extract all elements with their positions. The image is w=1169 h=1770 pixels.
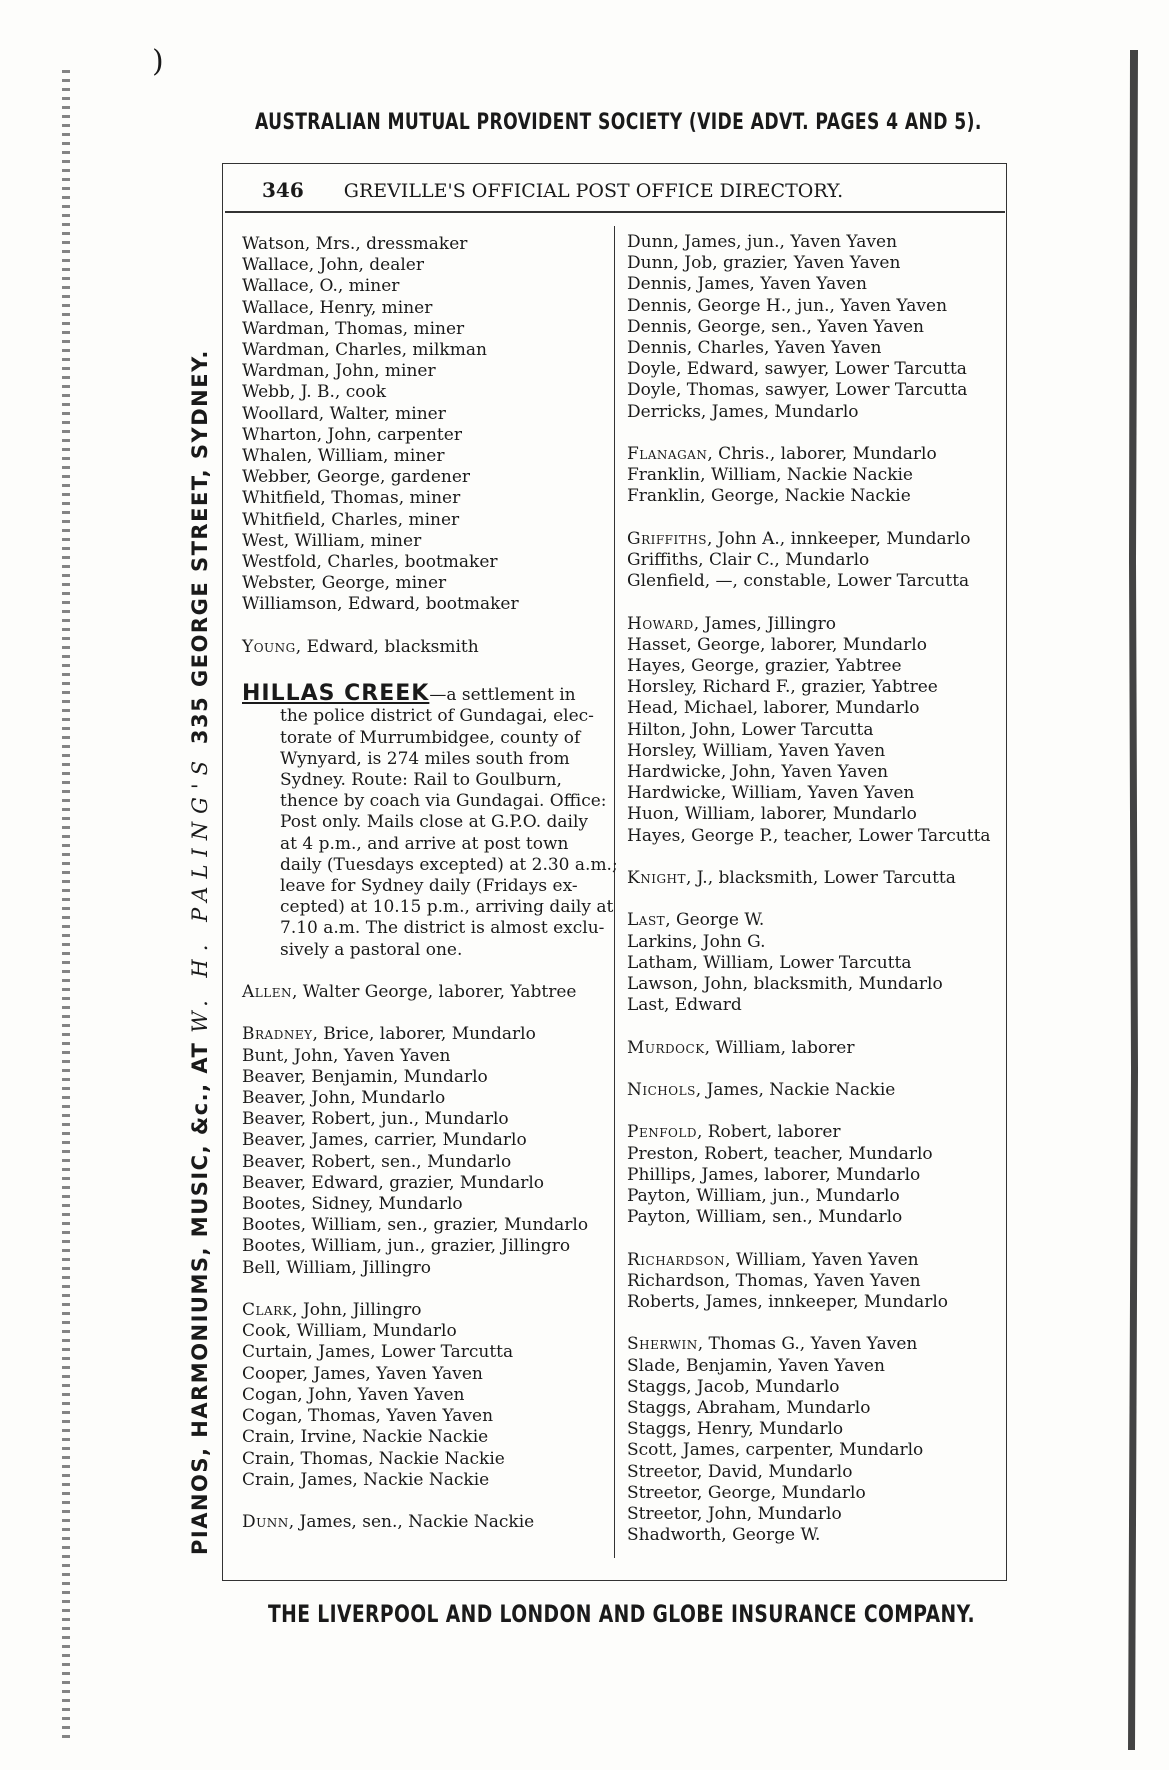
left-column (242, 234, 618, 1533)
list-item: Lawson, John, blacksmith, Mundarlo (627, 974, 943, 995)
list-item: Hasset, George, laborer, Mundarlo (627, 634, 927, 655)
list-item: Allen, Walter George, laborer, Yabtree (242, 982, 577, 1003)
scan-edge-right (1128, 50, 1138, 1750)
list-item: Penfold, Robert, laborer (627, 1122, 841, 1143)
list-item: Slade, Benjamin, Yaven Yaven (627, 1355, 885, 1376)
list-item: Bunt, John, Yaven Yaven (242, 1045, 451, 1066)
c-entries (242, 1321, 607, 1491)
description-line: torate of Murrumbidgee, county of (280, 727, 581, 748)
list-item: Richardson, William, Yaven Yaven (627, 1249, 919, 1270)
list-item: Dennis, Charles, Yaven Yaven (627, 338, 882, 359)
list-item: Phillips, James, laborer, Mundarlo (627, 1164, 921, 1185)
list-item: Scott, James, carpenter, Mundarlo (627, 1440, 924, 1461)
list-item: Bootes, Sidney, Mundarlo (242, 1194, 463, 1215)
list-item: Glenfield, —, constable, Lower Tarcutta (627, 571, 970, 592)
column-divider (614, 226, 615, 1558)
list-item: Dunn, Job, grazier, Yaven Yaven (627, 253, 901, 274)
s-entries (627, 1356, 1002, 1547)
description-line: Post only. Mails close at G.P.O. daily (280, 812, 589, 833)
list-item: Beaver, James, carrier, Mundarlo (242, 1130, 527, 1151)
list-item: Cooper, James, Yaven Yaven (242, 1363, 483, 1384)
description-line: sively a pastoral one. (280, 939, 463, 960)
list-item: Westfold, Charles, bootmaker (242, 552, 498, 573)
list-item: Staggs, Henry, Mundarlo (627, 1419, 844, 1440)
l-entries (627, 932, 1002, 1017)
list-item: Doyle, Edward, sawyer, Lower Tarcutta (627, 359, 967, 380)
side-advert (188, 175, 212, 1555)
list-item: Latham, William, Lower Tarcutta (627, 952, 912, 973)
list-item: Webber, George, gardener (242, 467, 471, 488)
description-line: cepted) at 10.15 p.m., arriving daily at (280, 897, 614, 918)
list-item: Crain, Irvine, Nackie Nackie (242, 1427, 489, 1448)
list-item: Bradney, Brice, laborer, Mundarlo (242, 1024, 536, 1045)
list-item: Griffiths, Clair C., Mundarlo (627, 550, 870, 571)
list-item: Whitfield, Thomas, miner (242, 488, 461, 509)
list-item: Larkins, John G. (627, 931, 766, 952)
d-entries (627, 232, 1002, 423)
list-item: Wardman, John, miner (242, 361, 436, 382)
list-item: Curtain, James, Lower Tarcutta (242, 1342, 514, 1363)
list-item: Beaver, Edward, grazier, Mundarlo (242, 1172, 544, 1193)
page-header (262, 178, 962, 202)
list-item: Huon, William, laborer, Mundarlo (627, 804, 917, 825)
r-entries (627, 1271, 1002, 1313)
description-line: Sydney. Route: Rail to Goulburn, (280, 770, 562, 791)
w-entries (242, 234, 607, 616)
f-entries (627, 465, 1002, 507)
list-item: Dennis, George H., jun., Yaven Yaven (627, 295, 948, 316)
list-item: Staggs, Abraham, Mundarlo (627, 1398, 871, 1419)
side-advert-part3: 335 GEORGE STREET, SYDNEY. (188, 349, 212, 745)
list-item: Hardwicke, John, Yaven Yaven (627, 762, 889, 783)
list-item: Hayes, George, grazier, Yabtree (627, 656, 902, 677)
list-item: Whalen, William, miner (242, 446, 445, 467)
list-item: Shadworth, George W. (627, 1525, 821, 1546)
list-item: West, William, miner (242, 530, 422, 551)
list-item: Streetor, George, Mundarlo (627, 1482, 866, 1503)
list-item: Bootes, William, sen., grazier, Mundarlo (242, 1215, 589, 1236)
description-line: at 4 p.m., and arrive at post town (280, 833, 569, 854)
description-line: 7.10 a.m. The district is almost exclu- (280, 918, 605, 939)
list-item: Horsley, Richard F., grazier, Yabtree (627, 677, 938, 698)
list-item: Payton, William, jun., Mundarlo (627, 1186, 900, 1207)
description-line: daily (Tuesdays excepted) at 2.30 a.m.; (280, 854, 618, 875)
list-item: Wallace, O., miner (242, 276, 400, 297)
list-item: Dennis, James, Yaven Yaven (627, 274, 867, 295)
list-item: Woollard, Walter, miner (242, 403, 446, 424)
directory-title: GREVILLE'S OFFICIAL POST OFFICE DIRECTORY. (343, 180, 844, 202)
list-item: Horsley, William, Yaven Yaven (627, 740, 886, 761)
page-number: 346 (262, 178, 304, 202)
list-item: Head, Michael, laborer, Mundarlo (627, 698, 920, 719)
list-item: Crain, James, Nackie Nackie (242, 1469, 490, 1490)
list-item: Griffiths, John A., innkeeper, Mundarlo (627, 528, 971, 549)
list-item: Derricks, James, Mundarlo (627, 401, 859, 422)
b-entries (242, 1046, 607, 1279)
list-item: Williamson, Edward, bootmaker (242, 594, 519, 615)
list-item: Cook, William, Mundarlo (242, 1321, 457, 1342)
list-item: Beaver, Robert, sen., Mundarlo (242, 1151, 512, 1172)
description-line: Wynyard, is 274 miles south from (280, 748, 570, 769)
bottom-advert-banner: THE LIVERPOOL AND LONDON AND GLOBE INSURANCE COMPANY. (268, 1600, 975, 1628)
list-item: Bootes, William, jun., grazier, Jillingro (242, 1236, 571, 1257)
list-item: Wardman, Thomas, miner (242, 318, 465, 339)
list-item: Franklin, William, Nackie Nackie (627, 465, 913, 486)
header-rule (225, 211, 1005, 213)
list-item: Sherwin, Thomas G., Yaven Yaven (627, 1334, 918, 1355)
list-item: Watson, Mrs., dressmaker (242, 234, 468, 254)
list-item: Dunn, James, jun., Yaven Yaven (627, 232, 898, 252)
list-item: Wallace, John, dealer (242, 255, 424, 276)
list-item: Clark, John, Jillingro (242, 1300, 422, 1321)
list-item: Beaver, Robert, jun., Mundarlo (242, 1109, 509, 1130)
list-item: Wallace, Henry, miner (242, 297, 433, 318)
list-item: Young, Edward, blacksmith (242, 636, 479, 657)
list-item: Bell, William, Jillingro (242, 1257, 431, 1278)
list-item: Franklin, George, Nackie Nackie (627, 486, 911, 507)
list-item: Webster, George, miner (242, 573, 447, 594)
list-item: Wharton, John, carpenter (242, 424, 462, 445)
description-line: leave for Sydney daily (Fridays ex- (280, 876, 578, 897)
list-item: Payton, William, sen., Mundarlo (627, 1207, 903, 1228)
hillas-creek-body (242, 706, 618, 960)
list-item: Nichols, James, Nackie Nackie (627, 1080, 896, 1101)
list-item: Whitfield, Charles, miner (242, 509, 460, 530)
scan-mark: ) (152, 44, 164, 79)
hillas-creek-lead: —a settlement in (429, 685, 576, 706)
list-item: Beaver, John, Mundarlo (242, 1088, 446, 1109)
top-advert-banner: AUSTRALIAN MUTUAL PROVIDENT SOCIETY (VIDE ADVT. PAGES 4 AND 5). (255, 110, 982, 135)
h-entries (627, 635, 1002, 847)
list-item: Preston, Robert, teacher, Mundarlo (627, 1143, 933, 1164)
list-item: Staggs, Jacob, Mundarlo (627, 1376, 840, 1397)
list-item: Hardwicke, William, Yaven Yaven (627, 783, 915, 804)
list-item: Cogan, John, Yaven Yaven (242, 1384, 465, 1405)
list-item: Dennis, George, sen., Yaven Yaven (627, 316, 924, 337)
list-item: Crain, Thomas, Nackie Nackie (242, 1448, 505, 1469)
side-advert-part2: W. H. PALING'S (188, 752, 212, 1033)
list-item: Beaver, Benjamin, Mundarlo (242, 1066, 488, 1087)
list-item: Flanagan, Chris., laborer, Mundarlo (627, 444, 937, 465)
g-entries (627, 550, 1002, 592)
hillas-creek-description (242, 681, 618, 961)
list-item: Doyle, Thomas, sawyer, Lower Tarcutta (627, 380, 968, 401)
list-item: Hilton, John, Lower Tarcutta (627, 719, 874, 740)
p-entries (627, 1144, 1002, 1229)
list-item: Dunn, James, sen., Nackie Nackie (242, 1512, 535, 1533)
list-item: Richardson, Thomas, Yaven Yaven (627, 1270, 921, 1291)
right-column (627, 232, 1002, 1546)
list-item: Murdock, William, laborer (627, 1037, 855, 1058)
list-item: Last, George W. (627, 910, 765, 931)
list-item: Wardman, Charles, milkman (242, 340, 487, 361)
list-item: Howard, James, Jillingro (627, 613, 836, 634)
list-item: Streetor, David, Mundarlo (627, 1461, 853, 1482)
description-line: thence by coach via Gundagai. Office: (280, 791, 607, 812)
hillas-creek-title: HILLAS CREEK (242, 681, 430, 707)
list-item: Hayes, George P., teacher, Lower Tarcutta (627, 825, 991, 846)
list-item: Roberts, James, innkeeper, Mundarlo (627, 1292, 949, 1313)
list-item: Cogan, Thomas, Yaven Yaven (242, 1406, 494, 1427)
description-line: the police district of Gundagai, elec- (280, 706, 594, 727)
scan-edge-left (62, 70, 70, 1740)
side-advert-part1: PIANOS, HARMONIUMS, MUSIC, &c., AT (188, 1041, 212, 1555)
list-item: Knight, J., blacksmith, Lower Tarcutta (627, 868, 956, 889)
list-item: Last, Edward (627, 995, 742, 1016)
list-item: Streetor, John, Mundarlo (627, 1504, 842, 1525)
list-item: Webb, J. B., cook (242, 382, 387, 403)
